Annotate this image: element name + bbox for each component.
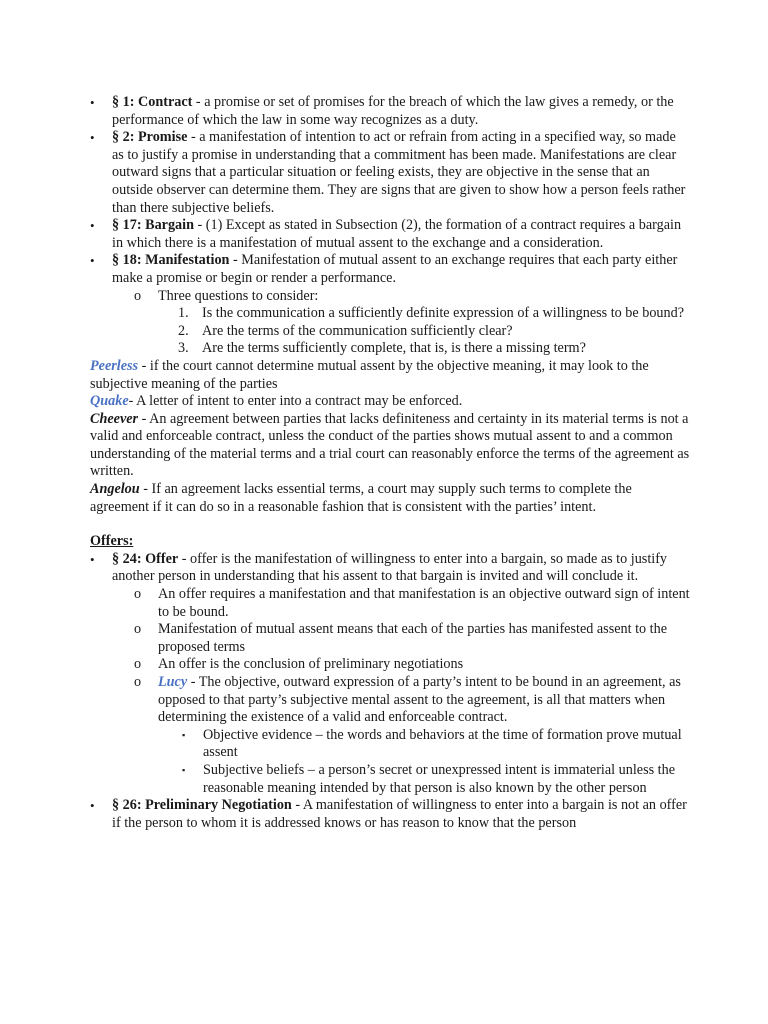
list-item-text: Manifestation of mutual assent means that each of the parties has manifested assent to the proposed terms xyxy=(158,621,668,655)
section-text: - a manifestation of intention to act or refrain from acting in a specified way, so made as to justify a promise in understanding that a commitment has been made. Manifestations are clear outward signs that a particular situation or feeling exists, they are objective in the sense that an outside observer can determine them. They are signs that are given to show how a person feels rather than there subjective beliefs. xyxy=(112,129,686,216)
case-quake xyxy=(90,393,690,411)
bullet-square-icon: ▪ xyxy=(182,729,186,740)
section-term: § 24: Offer xyxy=(112,550,179,567)
section-1-contract xyxy=(90,94,690,129)
bullet-square-icon: ▪ xyxy=(182,764,186,775)
case-angelou xyxy=(90,481,690,516)
case-name: Peerless xyxy=(90,357,139,374)
document-page xyxy=(90,94,690,832)
three-questions-intro xyxy=(90,288,690,306)
list-item-text: An offer is the conclusion of preliminary negotiations xyxy=(158,656,464,673)
bullet-disc-icon: • xyxy=(90,130,95,146)
question-item-1 xyxy=(90,305,690,323)
case-name: Cheever xyxy=(90,410,139,427)
case-cheever xyxy=(90,411,690,481)
question-item-2 xyxy=(90,323,690,341)
offer-sub-item-3 xyxy=(90,656,690,674)
offer-sub-item-1 xyxy=(90,586,690,621)
case-text: - if the court cannot determine mutual assent by the objective meaning, it may look to the subjective meaning of the parties xyxy=(90,357,649,392)
list-item-text: Subjective beliefs – a person’s secret or unexpressed intent is immaterial unless the reasonable meaning intended by that person is also known by the other person xyxy=(203,761,675,796)
case-name: Angelou xyxy=(90,481,140,498)
list-item-text: Is the communication a sufficiently definite expression of a willingness to be bound? xyxy=(202,305,685,322)
case-name: Lucy xyxy=(158,674,188,690)
section-text: - A manifestation of willingness to enter into a bargain is not an offer if the person to whom it is addressed knows or has reason to know that the person xyxy=(112,797,687,831)
section-17-bargain xyxy=(90,217,690,252)
section-2-promise xyxy=(90,129,690,217)
bullet-circle-icon: o xyxy=(134,621,142,638)
section-term: § 1: Contract xyxy=(112,94,193,110)
list-number: 3. xyxy=(178,340,189,357)
lucy-sub-item-1 xyxy=(90,727,690,762)
question-item-3 xyxy=(90,340,690,358)
list-number: 2. xyxy=(178,322,189,339)
case-text: - The objective, outward expression of a party’s intent to be bound in an agreement, as opposed to that party’s subjective mental assent to the agreement, is all that matters when determining the existence of a valid and enforceable contract. xyxy=(158,674,681,726)
bullet-disc-icon: • xyxy=(90,253,95,269)
section-18-manifestation xyxy=(90,252,690,287)
section-term: § 18: Manifestation xyxy=(112,252,230,269)
case-text: - If an agreement lacks essential terms, a court may supply such terms to complete the agreement if it can do so in a reasonable fashion that is consistent with the parties’ intent. xyxy=(90,481,632,515)
offer-sub-item-2 xyxy=(90,621,690,656)
bullet-circle-icon: o xyxy=(134,656,142,673)
offers-heading: Offers: xyxy=(90,533,134,550)
section-26-preliminary-negotiation xyxy=(90,797,690,832)
list-item-text: An offer requires a manifestation and that manifestation is an objective outward sign of intent to be bound. xyxy=(158,586,690,620)
section-text: - offer is the manifestation of willingness to enter into a bargain, so made as to justify another person in understanding that his assent to that bargain is invited and will conclude it. xyxy=(112,550,668,585)
section-text: - (1) Except as stated in Subsection (2), the formation of a contract requires a bargain in which there is a manifestation of mutual assent to the exchange and a consideration. xyxy=(112,217,682,251)
bullet-disc-icon: • xyxy=(90,798,95,814)
case-name: Quake xyxy=(90,393,129,410)
case-text: - An agreement between parties that lacks definiteness and certainty in its material terms is not a valid and enforceable contract, unless the conduct of the parties shows mutual assent to and a common understanding of the material terms and a trial court can reasonably enforce the terms of the agreement as written. xyxy=(90,410,690,480)
bullet-circle-icon: o xyxy=(134,287,142,304)
list-item-text: Objective evidence – the words and behaviors at the time of formation prove mutual assent xyxy=(203,726,682,761)
bullet-disc-icon: • xyxy=(90,218,95,234)
list-item-text: Are the terms of the communication sufficiently clear? xyxy=(202,322,513,339)
case-text: - A letter of intent to enter into a contract may be enforced. xyxy=(128,393,463,410)
bullet-circle-icon: o xyxy=(134,586,142,603)
section-24-offer xyxy=(90,551,690,586)
list-number: 1. xyxy=(178,305,189,322)
lucy-sub-item-2 xyxy=(90,762,690,797)
section-text: - Manifestation of mutual assent to an exchange requires that each party either make a promise or begin or render a performance. xyxy=(112,252,678,286)
section-text: - a promise or set of promises for the breach of which the law gives a remedy, or the performance of which the law in some way recognizes as a duty. xyxy=(112,94,674,128)
section-term: § 26: Preliminary Negotiation xyxy=(112,797,292,814)
list-item-text: Three questions to consider: xyxy=(158,287,319,304)
bullet-circle-icon: o xyxy=(134,674,142,690)
section-term: § 2: Promise xyxy=(112,129,188,146)
offer-sub-item-lucy xyxy=(90,674,690,727)
case-peerless xyxy=(90,358,690,393)
bullet-disc-icon: • xyxy=(90,95,95,110)
section-term: § 17: Bargain xyxy=(112,217,194,234)
bullet-disc-icon: • xyxy=(90,551,95,567)
list-item-text: Are the terms sufficiently complete, that is, is there a missing term? xyxy=(202,340,586,357)
